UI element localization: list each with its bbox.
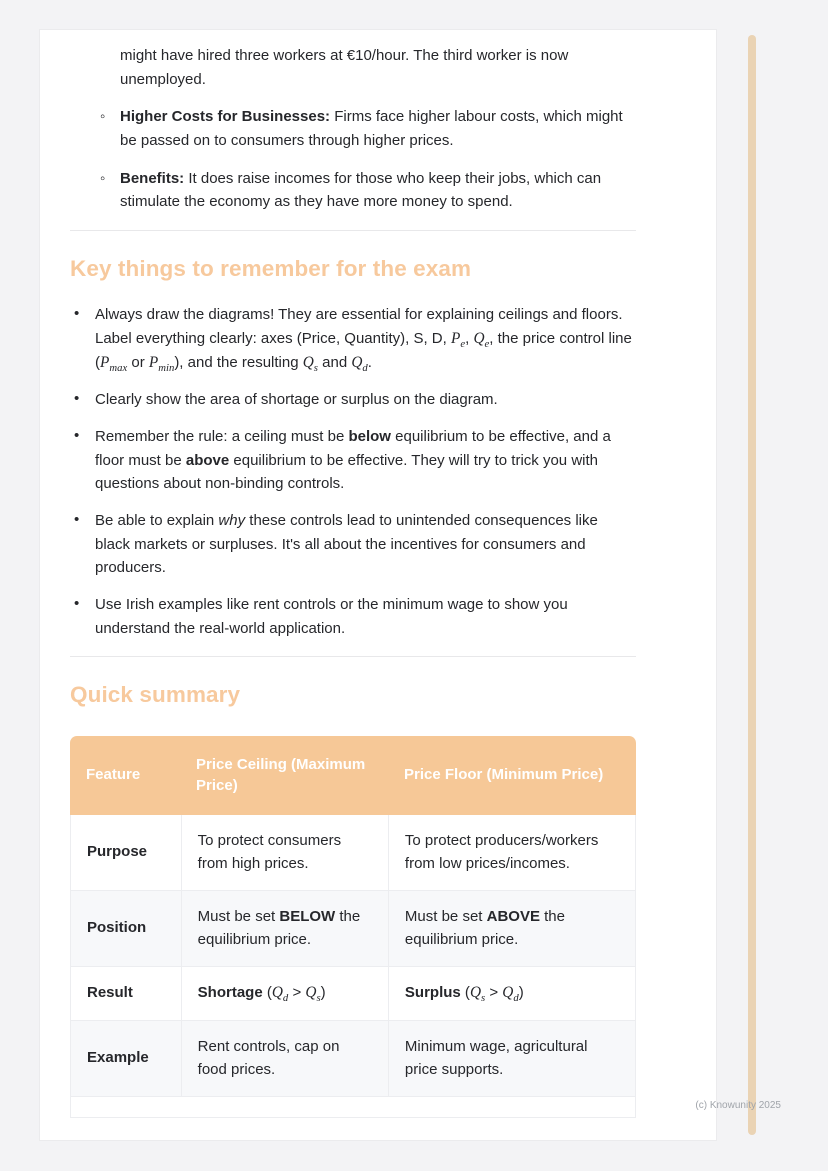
table-row [71,891,635,967]
table-row [71,1021,635,1097]
table-cell-ceiling [181,967,388,1020]
document-page [40,30,716,1140]
bullet-marker: ◦ [100,108,106,126]
table-cell-floor [388,967,635,1020]
table-cell-text: Surplus $(Q_s > Q_d)$ [404,984,524,1005]
table-cell-text: Rent controls, cap on food prices. [197,1038,340,1078]
table-cell-feature: Result [87,984,133,1002]
paragraph-continuation: might have hired three workers at €10/hour. The third worker is now unemployed. [120,47,569,88]
list-item-text: Higher Costs for Businesses: Firms face higher labour costs, which might be passed on to consumers through higher prices. [120,108,623,150]
list-item [70,303,636,375]
list-item [70,388,636,412]
table-cell-feature: Position [87,919,147,937]
table-cell-floor [388,1021,635,1096]
key-bullet-list [70,303,636,640]
scrollbar[interactable] [748,35,756,1135]
table-cell-ceiling [181,891,388,966]
table-row [71,815,635,891]
summary-table [70,736,636,1118]
section-heading-quick-summary: Quick summary [70,682,241,708]
table-cell-text: To protect consumers from high prices. [197,832,342,872]
bullet-marker: • [74,390,80,408]
list-item [70,425,636,496]
bullet-marker: ◦ [100,169,106,187]
table-cell-floor [388,891,635,966]
bullet-marker: • [74,305,80,323]
list-item-text: Always draw the diagrams! They are essential for explaining ceilings and floors. Label everything clearly: axes (Price, Quantity), S, D, $P_e$, $Q_e$, the price control line ($P_{max}$ or $P_{min}$), and the resulting $Q_s$ and $Q_d$. [95,306,632,375]
table-cell-feature: Purpose [87,843,148,861]
table-header-price-floor: Price Floor (Minimum Price) [404,766,604,784]
table-header-price-ceiling: Price Ceiling (Maximum Price) [196,755,366,795]
divider [70,230,636,231]
bullet-marker: • [74,511,80,528]
document-content [40,30,636,1118]
list-item-text: Clearly show the area of shortage or surplus on the diagram. [95,391,498,409]
table-cell-text: Must be set BELOW the equilibrium price. [197,908,361,948]
watermark: (c) Knowunity 2025 [695,1100,781,1111]
table-cell-ceiling [181,1021,388,1096]
table-cell-text: Must be set ABOVE the equilibrium price. [404,908,565,948]
table-cell-ceiling [181,815,388,890]
bullet-marker: • [74,426,80,444]
table-cell-text: Shortage $(Q_d > Q_s)$ [197,984,326,1005]
list-item [70,509,636,580]
divider [70,656,636,657]
list-item-text: Be able to explain why these controls lead to unintended consequences like black markets or surpluses. It's all about the incentives for consumers and producers. [95,512,598,577]
table-header-feature: Feature [86,766,141,784]
table-cell-text: To protect producers/workers from low prices/incomes. [404,832,599,872]
table-cell-feature: Example [87,1049,149,1067]
list-item-text: Remember the rule: a ceiling must be below equilibrium to be effective, and a floor must be above equilibrium to be effective. They will try to trick you with questions about non-binding controls. [95,427,611,493]
table-body [70,815,636,1118]
table-row [71,967,635,1021]
table-cell-floor [388,815,635,890]
list-item-text: Benefits: It does raise incomes for those who keep their jobs, which can stimulate the economy as they have more money to spend. [120,169,602,211]
table-cell-text: Minimum wage, agricultural price supports. [404,1038,588,1078]
list-item [70,105,636,152]
table-header-row [70,736,636,816]
list-item-text: Use Irish examples like rent controls or the minimum wage to show you understand the real-world application. [95,596,568,637]
table-row [71,1097,635,1117]
list-item [70,593,636,640]
bullet-marker: • [74,595,80,613]
section-heading-key-things: Key things to remember for the exam [70,256,472,282]
list-item [70,167,636,214]
sub-bullet-list [70,105,636,214]
